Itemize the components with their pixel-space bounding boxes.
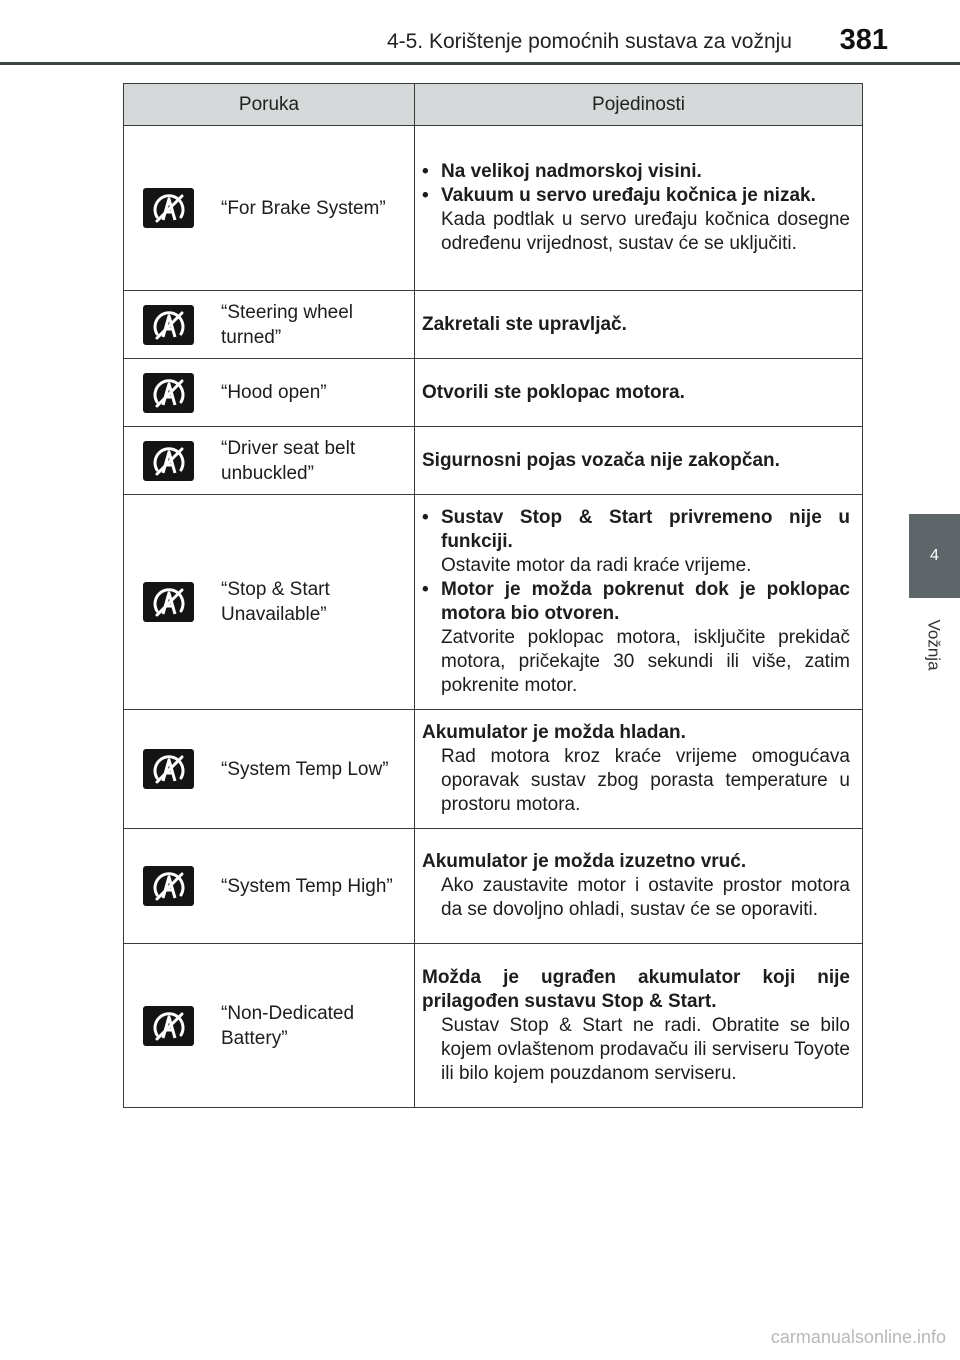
bullet-heading: Sustav Stop & Start privremeno nije u funkciji. — [441, 507, 850, 552]
stop-start-off-icon — [143, 866, 194, 906]
bullet-text: Ostavite motor da radi kraće vrijeme. — [441, 555, 752, 576]
details-cell — [415, 359, 863, 427]
table-row — [124, 126, 863, 291]
message-cell — [124, 291, 415, 359]
table-row — [124, 359, 863, 427]
message-cell — [124, 427, 415, 495]
column-header-details: Pojedinosti — [415, 84, 863, 126]
message-cell — [124, 359, 415, 427]
detail-heading: Akumulator je možda izuzetno vruć. — [422, 851, 747, 872]
column-header-message: Poruka — [124, 84, 415, 126]
chapter-label-text: Vožnja — [925, 619, 945, 671]
message-cell — [124, 944, 415, 1108]
stop-start-off-icon — [143, 441, 194, 481]
details-cell — [415, 495, 863, 710]
message-text: “Non-Dedicated Battery” — [221, 1002, 355, 1049]
details-cell — [415, 427, 863, 495]
detail-heading: Sigurnosni pojas vozača nije zakopčan. — [422, 449, 780, 471]
page-header — [0, 0, 960, 66]
table-row — [124, 944, 863, 1108]
detail-heading: Akumulator je možda hladan. — [422, 722, 686, 743]
message-cell — [124, 710, 415, 829]
message-cell — [124, 495, 415, 710]
details-cell — [415, 829, 863, 944]
bullet-icon: • — [422, 185, 429, 206]
bullet-heading: Na velikoj nadmorskoj visini. — [441, 161, 702, 182]
message-text: “System Temp Low” — [221, 758, 389, 780]
message-cell — [124, 126, 415, 291]
stop-start-off-icon — [143, 305, 194, 345]
bullet-heading: Motor je možda pokrenut dok je poklopac motora bio otvoren. — [441, 579, 850, 624]
table-row — [124, 427, 863, 495]
detail-heading: Zakretali ste upravljač. — [422, 313, 627, 335]
bullet-item — [422, 184, 850, 256]
table-row — [124, 291, 863, 359]
details-cell — [415, 291, 863, 359]
bullet-item — [422, 578, 850, 698]
bullet-text: Kada podtlak u servo uređaju kočnica dosegne određenu vrijednost, sustav će se uključiti. — [441, 209, 850, 254]
detail-heading: Možda je ugrađen akumulator koji nije prilagođen sustavu Stop & Start. — [422, 966, 850, 1012]
page-number: 381 — [839, 24, 888, 56]
chapter-tab — [909, 514, 960, 598]
table-header-row — [124, 84, 863, 126]
detail-text: Rad motora kroz kraće vrijeme omogućava oporavak sustav zbog porasta temperature u prostoru motora. — [441, 746, 850, 815]
message-cell — [124, 829, 415, 944]
detail-heading: Otvorili ste poklopac motora. — [422, 381, 685, 403]
chapter-number: 4 — [930, 547, 939, 564]
message-text: “Hood open” — [221, 382, 327, 403]
watermark: carmanualsonline.info — [770, 1327, 946, 1347]
stop-start-off-icon — [143, 373, 194, 413]
table-row — [124, 495, 863, 710]
bullet-icon: • — [422, 161, 429, 182]
table-row — [124, 829, 863, 944]
header-rule — [0, 62, 960, 65]
bullet-text: Zatvorite poklopac motora, isključite prekidač motora, pričekajte 30 sekundi ili više, zatim pokrenite motor. — [441, 627, 850, 696]
bullet-icon: • — [422, 579, 429, 600]
bullet-heading: Vakuum u servo uređaju kočnica je nizak. — [441, 185, 816, 206]
section-title: 4-5. Korištenje pomoćnih sustava za vožnju — [386, 30, 792, 53]
stop-start-off-icon — [143, 749, 194, 789]
message-text: “System Temp High” — [221, 875, 393, 897]
details-cell — [415, 126, 863, 291]
message-table — [123, 83, 863, 1108]
detail-text: Sustav Stop & Start ne radi. Obratite se bilo kojem ovlaštenom prodavaču ili serviseru Toyote ili bilo kojem pouzdanom serviseru. — [441, 1014, 850, 1084]
stop-start-off-icon — [143, 188, 194, 228]
message-text: “Driver seat belt unbuckled” — [221, 437, 356, 484]
chapter-label — [912, 610, 956, 680]
bullet-item — [422, 506, 850, 578]
bullet-icon: • — [422, 507, 429, 528]
stop-start-off-icon — [143, 582, 194, 622]
message-text: “Steering wheel turned” — [221, 301, 354, 348]
message-text: “Stop & Start Unavailable” — [221, 579, 330, 625]
stop-start-off-icon — [143, 1006, 194, 1046]
table-row — [124, 710, 863, 829]
details-cell — [415, 944, 863, 1108]
bullet-item — [422, 160, 850, 184]
message-text: “For Brake System” — [221, 197, 386, 219]
detail-text: Ako zaustavite motor i ostavite prostor motora da se dovoljno ohladi, sustav će se oporaviti. — [441, 875, 850, 920]
details-cell — [415, 710, 863, 829]
